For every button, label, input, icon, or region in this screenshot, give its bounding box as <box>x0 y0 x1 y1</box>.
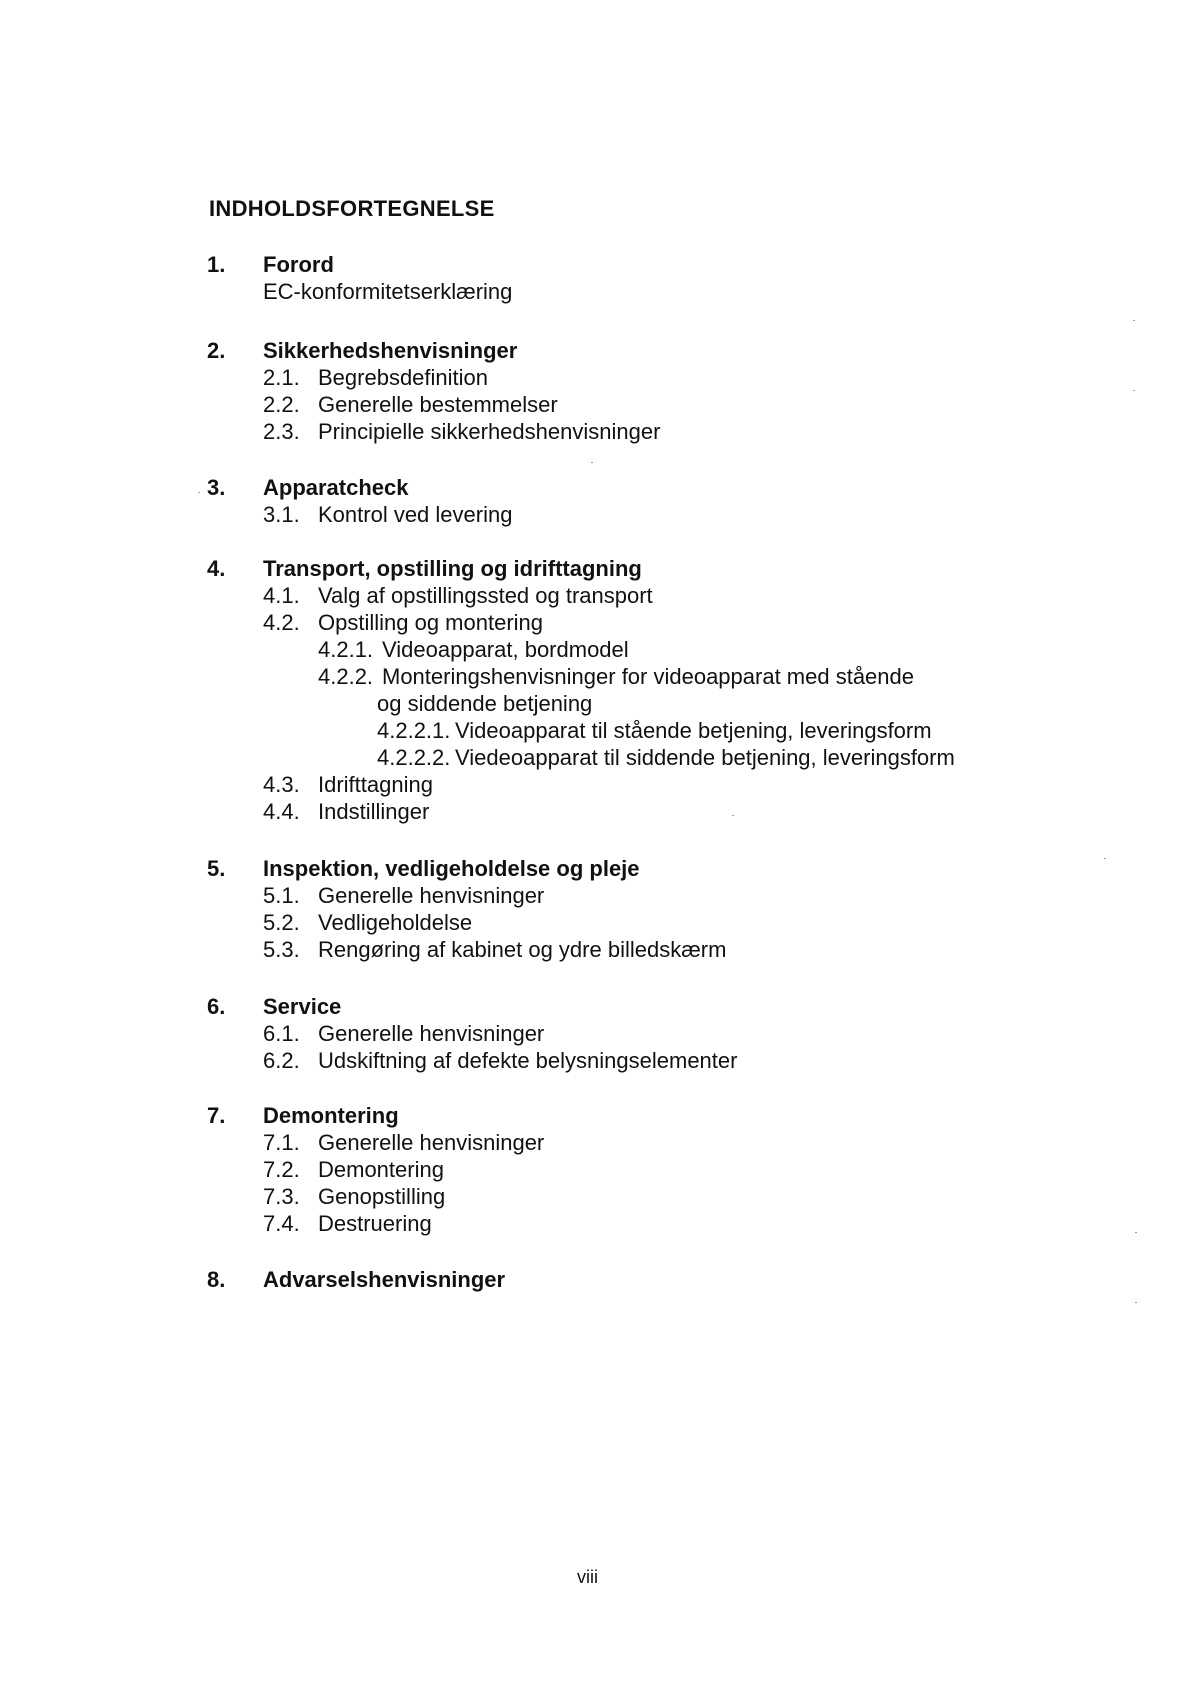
toc-item-label: Generelle henvisninger <box>318 883 545 908</box>
toc-item-number: 7.1. <box>263 1130 300 1155</box>
toc-item-label: Generelle bestemmelser <box>318 392 558 417</box>
toc-item-label: Vedligeholdelse <box>318 910 473 935</box>
section-1-title: Forord <box>263 252 334 277</box>
section-1-line: EC-konformitetserklæring <box>263 279 513 304</box>
toc-item-2-2 <box>263 392 558 418</box>
toc-item-number: 4.2. <box>263 610 300 635</box>
toc-item-number: 4.2.2.2. <box>377 745 451 770</box>
toc-item-number: 2.1. <box>263 365 300 390</box>
toc-item-number: 4.2.2. <box>318 664 374 689</box>
toc-item-label: Udskiftning af defekte belysningselementer <box>318 1048 738 1073</box>
scan-speck <box>591 462 593 463</box>
toc-item-number: 5.2. <box>263 910 300 935</box>
toc-item-2-1 <box>263 365 488 391</box>
toc-item-4-3 <box>263 772 433 798</box>
toc-item-7-4 <box>263 1211 432 1237</box>
toc-item-3-1 <box>263 502 512 528</box>
section-7-title: Demontering <box>263 1103 399 1128</box>
toc-item-number: 3.1. <box>263 502 300 527</box>
toc-item-4-1 <box>263 583 653 609</box>
toc-item-label: Kontrol ved levering <box>318 502 513 527</box>
toc-item-label: Valg af opstillingssted og transport <box>318 583 653 608</box>
toc-item-label: Videoapparat til stående betjening, leveringsform <box>455 718 932 743</box>
toc-item-number: 4.4. <box>263 799 300 824</box>
scan-speck <box>1133 390 1135 391</box>
toc-item-5-2 <box>263 910 472 936</box>
toc-item-6-2 <box>263 1048 737 1074</box>
toc-item-number: 6.1. <box>263 1021 300 1046</box>
toc-item-label: Rengøring af kabinet og ydre billedskærm <box>318 937 727 962</box>
section-4-number: 4. <box>207 556 226 581</box>
section-1-number: 1. <box>207 252 226 277</box>
toc-item-5-1 <box>263 883 544 909</box>
toc-item-5-3 <box>263 937 726 963</box>
page-number: viii <box>577 1567 598 1587</box>
toc-item-number: 5.3. <box>263 937 300 962</box>
toc-item-number: 5.1. <box>263 883 300 908</box>
toc-item-label: Opstilling og montering <box>318 610 544 635</box>
scan-speck <box>1133 320 1135 321</box>
toc-item-number: 2.3. <box>263 419 300 444</box>
toc-item-4-2-2 <box>318 664 914 690</box>
scan-speck <box>732 815 734 816</box>
section-3-title: Apparatcheck <box>263 475 409 500</box>
toc-item-label: Genopstilling <box>318 1184 446 1209</box>
section-6-number: 6. <box>207 994 226 1019</box>
scan-speck <box>1135 1302 1137 1303</box>
section-6-title: Service <box>263 994 342 1019</box>
toc-item-number: 4.1. <box>263 583 300 608</box>
toc-item-4-2-2-1 <box>377 718 932 744</box>
toc-item-2-3 <box>263 419 660 445</box>
toc-item-number: 2.2. <box>263 392 300 417</box>
toc-item-4-4 <box>263 799 429 825</box>
section-7-number: 7. <box>207 1103 226 1128</box>
toc-item-4-2-2-continuation: og siddende betjening <box>377 691 593 716</box>
toc-item-number: 7.4. <box>263 1211 300 1236</box>
scan-speck <box>198 492 200 493</box>
toc-item-number: 6.2. <box>263 1048 300 1073</box>
toc-item-7-1 <box>263 1130 544 1156</box>
toc-item-6-1 <box>263 1021 544 1047</box>
section-8-title: Advarselshenvisninger <box>263 1267 506 1292</box>
toc-item-label: Demontering <box>318 1157 444 1182</box>
toc-item-7-2 <box>263 1157 444 1183</box>
scan-speck <box>1135 1232 1137 1233</box>
toc-item-label: Viedeoapparat til siddende betjening, leveringsform <box>455 745 955 770</box>
toc-item-number: 4.3. <box>263 772 300 797</box>
section-2-title: Sikkerhedshenvisninger <box>263 338 518 363</box>
toc-item-7-3 <box>263 1184 445 1210</box>
toc-item-label: Generelle henvisninger <box>318 1021 545 1046</box>
toc-item-label: Monteringshenvisninger for videoapparat med stående <box>382 664 914 689</box>
section-5-number: 5. <box>207 856 226 881</box>
section-3-number: 3. <box>207 475 226 500</box>
toc-item-label: Destruering <box>318 1211 432 1236</box>
section-5-title: Inspektion, vedligeholdelse og pleje <box>263 856 640 881</box>
section-8-number: 8. <box>207 1267 226 1292</box>
scan-speck <box>1104 858 1106 859</box>
toc-item-number: 4.2.1. <box>318 637 374 662</box>
toc-item-number: 7.2. <box>263 1157 300 1182</box>
toc-item-4-2-1 <box>318 637 629 663</box>
toc-item-4-2 <box>263 610 543 636</box>
toc-item-label: Generelle henvisninger <box>318 1130 545 1155</box>
toc-item-label: Indstillinger <box>318 799 430 824</box>
toc-item-label: Videoapparat, bordmodel <box>382 637 629 662</box>
toc-item-number: 7.3. <box>263 1184 300 1209</box>
toc-item-number: 4.2.2.1. <box>377 718 451 743</box>
section-2-number: 2. <box>207 338 226 363</box>
toc-item-label: Begrebsdefinition <box>318 365 489 390</box>
toc-title: INDHOLDSFORTEGNELSE <box>209 196 495 221</box>
section-4-title: Transport, opstilling og idrifttagning <box>263 556 642 581</box>
toc-item-4-2-2-2 <box>377 745 955 771</box>
toc-item-label: Principielle sikkerhedshenvisninger <box>318 419 661 444</box>
toc-item-label: Idrifttagning <box>318 772 433 797</box>
